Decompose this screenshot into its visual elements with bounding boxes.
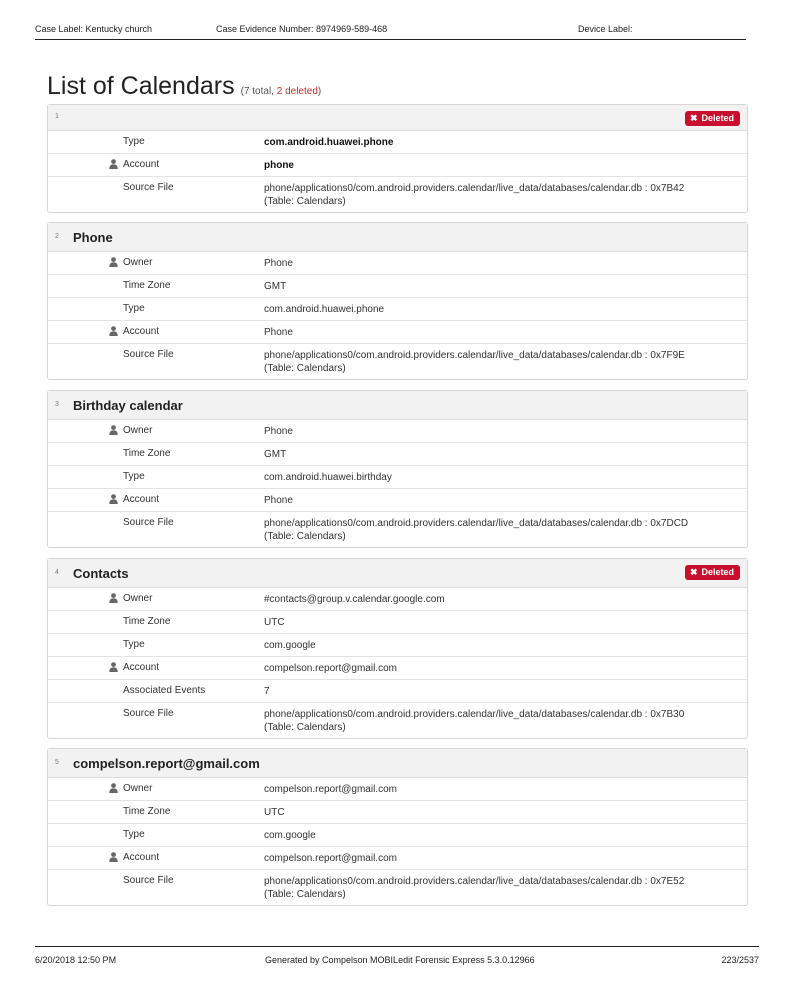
property-label: Source File: [123, 708, 174, 719]
person-icon: [109, 852, 118, 862]
calendar-index: 3: [55, 401, 59, 408]
property-value: [264, 257, 734, 270]
property-row: [48, 465, 747, 488]
property-row: [48, 176, 747, 212]
property-value-text: Phone: [264, 327, 293, 338]
property-label: Source File: [123, 875, 174, 886]
calendar-properties: [48, 588, 747, 738]
calendar-index: 5: [55, 759, 59, 766]
close-icon: ✖: [689, 113, 698, 123]
calendar-title: Contacts: [73, 566, 129, 581]
property-value: [264, 159, 734, 172]
property-value-text: compelson.report@gmail.com: [264, 853, 397, 864]
property-value-text: Phone: [264, 258, 293, 269]
property-label: Type: [123, 136, 145, 147]
property-label: Source File: [123, 517, 174, 528]
property-label: Owner: [123, 593, 153, 604]
property-row: [48, 823, 747, 846]
property-label: Type: [123, 829, 145, 840]
property-value: [264, 349, 734, 375]
property-label: Account: [123, 662, 160, 673]
page-title: [47, 72, 321, 101]
property-value: [264, 875, 734, 901]
calendar-card: [47, 558, 748, 739]
property-row: [48, 610, 747, 633]
property-value: [264, 182, 734, 208]
property-row: [48, 153, 747, 176]
calendar-card-header: [48, 559, 747, 588]
property-row: [48, 131, 747, 153]
property-value: [264, 471, 734, 484]
page-title-text: List of Calendars: [47, 72, 235, 100]
calendar-card-header: [48, 391, 747, 420]
property-value: [264, 783, 734, 796]
page-header: [35, 23, 746, 40]
property-value-text: com.google: [264, 640, 316, 651]
calendar-index: 4: [55, 569, 59, 576]
close-icon: ✖: [689, 567, 698, 577]
calendar-card-header: [48, 749, 747, 778]
calendar-card: [47, 390, 748, 548]
property-value: [264, 448, 734, 461]
property-row: [48, 846, 747, 869]
property-label: Owner: [123, 783, 153, 794]
property-value-table: (Table: Calendars): [264, 722, 346, 733]
property-value-text: UTC: [264, 617, 285, 628]
calendar-index: 2: [55, 233, 59, 240]
person-icon: [109, 257, 118, 267]
property-label: Account: [123, 159, 160, 170]
property-row: [48, 588, 747, 610]
property-value-text: Phone: [264, 495, 293, 506]
property-value-text: phone/applications0/com.android.providers.calendar/live_data/databases/calendar.db : 0x7F9E: [264, 350, 685, 361]
property-value-text: UTC: [264, 807, 285, 818]
page-footer: [35, 946, 759, 967]
deleted-badge-label: Deleted: [701, 567, 734, 577]
deleted-badge-label: Deleted: [701, 113, 734, 123]
property-label: Owner: [123, 425, 153, 436]
property-row: [48, 252, 747, 274]
property-row: [48, 869, 747, 905]
property-value: [264, 662, 734, 675]
property-value-text: com.android.huawei.phone: [264, 304, 385, 315]
property-value: [264, 136, 734, 149]
calendar-card-header: [48, 105, 747, 131]
property-value-text: Phone: [264, 426, 293, 437]
person-icon: [109, 159, 118, 169]
property-row: [48, 297, 747, 320]
deleted-badge: [685, 111, 740, 126]
property-value-text: com.google: [264, 830, 316, 841]
property-row: [48, 343, 747, 379]
property-label: Account: [123, 494, 160, 505]
property-row: [48, 511, 747, 547]
property-row: [48, 633, 747, 656]
property-row: [48, 778, 747, 800]
property-value-text: phone/applications0/com.android.providers.calendar/live_data/databases/calendar.db : 0x7B42: [264, 183, 685, 194]
calendar-card: [47, 222, 748, 380]
footer-page-number: 223/2537: [721, 955, 759, 965]
property-value: [264, 517, 734, 543]
property-value: [264, 708, 734, 734]
property-value: [264, 494, 734, 507]
footer-generated-by: Generated by Compelson MOBILedit Forensic Express 5.3.0.12966: [265, 955, 535, 965]
device-label: Device Label:: [578, 24, 633, 34]
calendar-title: compelson.report@gmail.com: [73, 756, 260, 771]
footer-date: 6/20/2018 12:50 PM: [35, 955, 117, 965]
summary-total: (7 total,: [240, 86, 277, 97]
property-row: [48, 679, 747, 702]
calendar-title: Birthday calendar: [73, 398, 183, 413]
property-label: Time Zone: [123, 616, 171, 627]
property-label: Account: [123, 852, 160, 863]
property-value-text: GMT: [264, 449, 287, 460]
property-value-text: GMT: [264, 281, 287, 292]
property-value-table: (Table: Calendars): [264, 889, 346, 900]
case-evidence-number: Case Evidence Number: 8974969-589-468: [216, 24, 388, 34]
case-label: Case Label: Kentucky church: [35, 24, 153, 34]
property-row: [48, 274, 747, 297]
property-value: [264, 425, 734, 438]
property-value: [264, 852, 734, 865]
property-value: [264, 829, 734, 842]
property-value-text: phone/applications0/com.android.providers.calendar/live_data/databases/calendar.db : 0x7E52: [264, 876, 685, 887]
property-value-text: 7: [264, 686, 270, 697]
property-label: Time Zone: [123, 280, 171, 291]
deleted-badge: [685, 565, 740, 580]
property-label: Type: [123, 639, 145, 650]
person-icon: [109, 494, 118, 504]
property-value: [264, 593, 734, 606]
person-icon: [109, 662, 118, 672]
property-label: Account: [123, 326, 160, 337]
property-row: [48, 442, 747, 465]
property-value: [264, 685, 734, 698]
property-label: Type: [123, 471, 145, 482]
property-value-table: (Table: Calendars): [264, 363, 346, 374]
calendar-properties: [48, 420, 747, 547]
calendar-index: 1: [55, 113, 59, 120]
person-icon: [109, 326, 118, 336]
property-label: Source File: [123, 182, 174, 193]
property-value-table: (Table: Calendars): [264, 196, 346, 207]
summary-deleted: 2 deleted: [276, 86, 318, 97]
person-icon: [109, 425, 118, 435]
property-value: [264, 806, 734, 819]
calendar-card-header: [48, 223, 747, 252]
property-value-text: compelson.report@gmail.com: [264, 663, 397, 674]
property-value-text: com.android.huawei.birthday: [264, 472, 392, 483]
property-value: [264, 326, 734, 339]
property-value: [264, 639, 734, 652]
property-value: [264, 280, 734, 293]
calendar-card: [47, 748, 748, 906]
property-label: Time Zone: [123, 806, 171, 817]
property-value: [264, 616, 734, 629]
calendar-title: Phone: [73, 230, 113, 245]
property-label: Owner: [123, 257, 153, 268]
property-row: [48, 800, 747, 823]
calendar-properties: [48, 778, 747, 905]
property-row: [48, 702, 747, 738]
property-label: Source File: [123, 349, 174, 360]
property-label: Type: [123, 303, 145, 314]
summary-close: ): [317, 86, 322, 97]
property-value-text: phone/applications0/com.android.providers.calendar/live_data/databases/calendar.db : 0x7DCD: [264, 518, 689, 529]
calendar-properties: [48, 131, 747, 212]
person-icon: [109, 783, 118, 793]
property-value-text: com.android.huawei.phone: [264, 137, 394, 148]
property-label: Time Zone: [123, 448, 171, 459]
property-row: [48, 420, 747, 442]
person-icon: [109, 593, 118, 603]
property-label: Associated Events: [123, 685, 206, 696]
property-value-text: phone: [264, 160, 294, 171]
property-value-text: phone/applications0/com.android.providers.calendar/live_data/databases/calendar.db : 0x7B30: [264, 709, 685, 720]
property-row: [48, 656, 747, 679]
calendar-count-summary: [241, 86, 322, 97]
property-value: [264, 303, 734, 316]
property-row: [48, 488, 747, 511]
property-value-table: (Table: Calendars): [264, 531, 346, 542]
property-value-text: #contacts@group.v.calendar.google.com: [264, 594, 445, 605]
calendar-card: [47, 104, 748, 213]
property-value-text: compelson.report@gmail.com: [264, 784, 397, 795]
property-row: [48, 320, 747, 343]
calendar-properties: [48, 252, 747, 379]
